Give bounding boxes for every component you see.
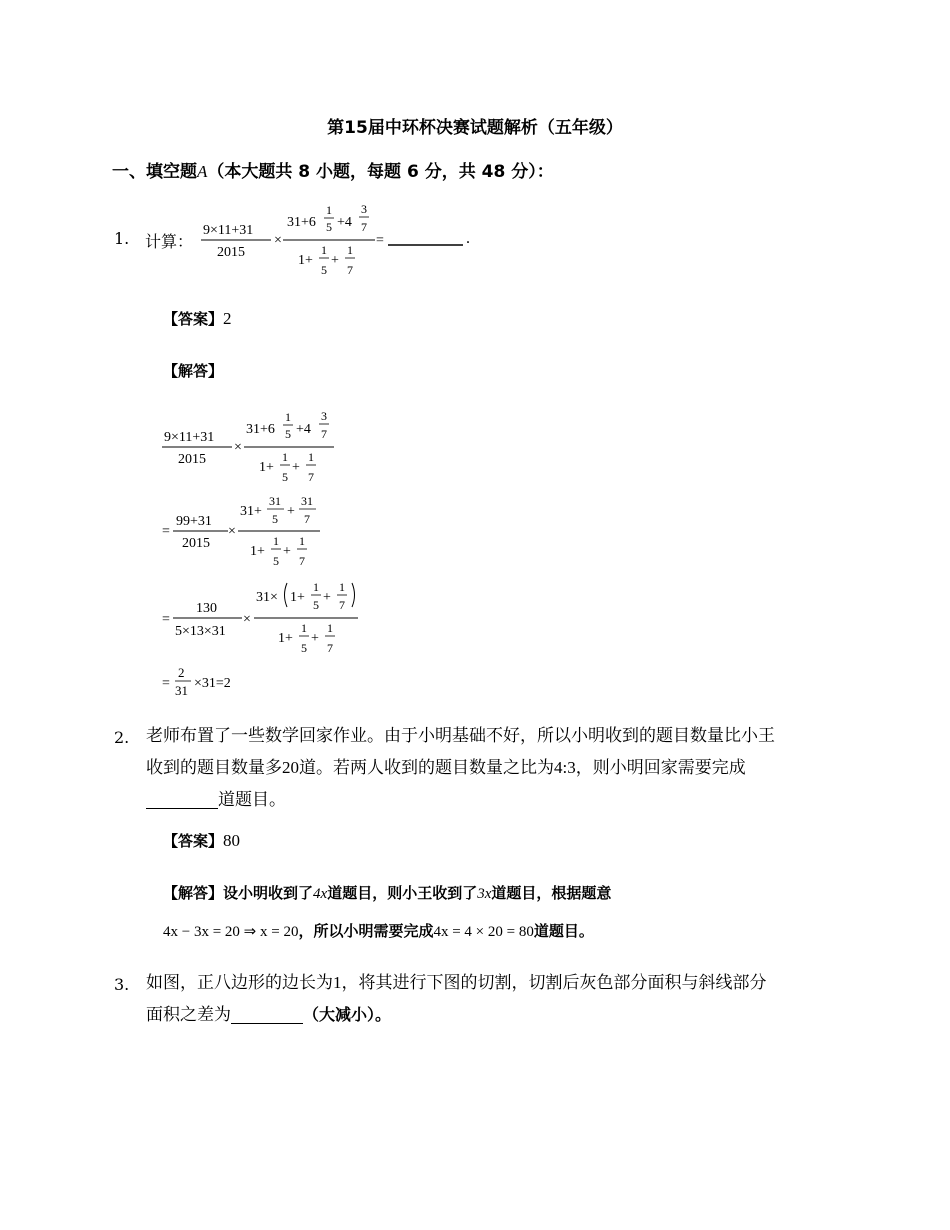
q3-line1-num: 1 xyxy=(333,973,342,992)
svg-text:31+: 31+ xyxy=(240,504,262,519)
svg-text:5: 5 xyxy=(313,598,319,612)
section-var: A xyxy=(197,162,208,181)
svg-text:99+31: 99+31 xyxy=(176,514,212,529)
svg-text:1: 1 xyxy=(347,243,353,257)
svg-text:5: 5 xyxy=(285,427,291,441)
svg-text:3: 3 xyxy=(361,202,367,216)
q2-solution-label: 【解答】 xyxy=(163,884,224,902)
svg-text:1: 1 xyxy=(321,243,327,257)
section-heading xyxy=(112,157,554,182)
q3-answer-blank xyxy=(231,1005,303,1024)
svg-text:31+6: 31+6 xyxy=(287,215,316,230)
svg-text:1+: 1+ xyxy=(290,590,305,605)
svg-text:1+: 1+ xyxy=(250,544,265,559)
svg-text:+: + xyxy=(292,460,300,475)
svg-text:1+: 1+ xyxy=(278,631,293,646)
q2-answer-label: 【答案】 xyxy=(163,832,224,850)
svg-text:7: 7 xyxy=(299,554,305,568)
svg-text:=: = xyxy=(162,612,170,627)
svg-text:1: 1 xyxy=(285,410,291,424)
q2-sol1-a: 设小明收到了 xyxy=(223,884,314,902)
svg-text:+: + xyxy=(311,631,319,646)
svg-text:2: 2 xyxy=(178,665,185,680)
section-prefix: 一、填空题 xyxy=(112,162,197,182)
svg-text:2015: 2015 xyxy=(182,536,210,551)
q3-line2-a: 面积之差为 xyxy=(146,1005,231,1025)
svg-text:31×: 31× xyxy=(256,590,278,605)
q1-answer-value: 2 xyxy=(223,309,232,328)
q2-sol1-b: 道题目，则小王收到了 xyxy=(327,884,478,902)
q2-solution-line2 xyxy=(163,920,594,941)
svg-text:7: 7 xyxy=(347,263,353,277)
q3-line1-a: 如图，正八边形的边长为 xyxy=(146,973,333,993)
svg-text:31: 31 xyxy=(175,683,188,695)
svg-text:1+: 1+ xyxy=(259,460,274,475)
svg-text:130: 130 xyxy=(196,601,217,616)
q1-solution-label: 【解答】 xyxy=(163,362,224,380)
q2-sol1-c: 道题目，根据题意 xyxy=(491,884,612,902)
q3-line1 xyxy=(146,967,846,999)
svg-text:9×11+31: 9×11+31 xyxy=(164,430,215,445)
q2-line2-a: 收到的题目数量多 xyxy=(146,758,282,778)
svg-text:=: = xyxy=(376,233,384,248)
svg-text:7: 7 xyxy=(321,427,327,441)
svg-text:2015: 2015 xyxy=(178,452,206,467)
q1-prompt: 计算： xyxy=(145,232,194,251)
q2-line1: 老师布置了一些数学回家作业。由于小明基础不好，所以小明收到的题目数量比小王 xyxy=(146,726,775,746)
q2-number: 2. xyxy=(114,728,130,747)
svg-text:×: × xyxy=(228,524,236,539)
q2-line3-text: 道题目。 xyxy=(218,790,286,810)
svg-text:7: 7 xyxy=(308,470,314,484)
q3-number: 3. xyxy=(114,975,130,994)
q1-expression xyxy=(195,196,485,286)
svg-text:7: 7 xyxy=(361,220,367,234)
q3-text xyxy=(146,967,846,1031)
q2-answer-value: 80 xyxy=(223,831,241,850)
q2-line2-b: 道。若两人收到的题目数量之比为 xyxy=(299,758,554,778)
svg-text:1: 1 xyxy=(308,450,314,464)
q2-line2-num: 20 xyxy=(282,758,299,777)
q2-sol1-x1: 4x xyxy=(313,886,328,902)
svg-text:1+: 1+ xyxy=(298,253,313,268)
svg-text:2015: 2015 xyxy=(217,245,245,260)
q2-line3 xyxy=(146,784,846,816)
q1-answer xyxy=(163,308,232,329)
svg-text:+4: +4 xyxy=(296,422,311,437)
svg-text:7: 7 xyxy=(327,641,333,655)
q2-sol2-a: ，所以小明需要完成 xyxy=(298,922,434,940)
svg-text:5: 5 xyxy=(272,512,278,526)
q1-answer-label: 【答案】 xyxy=(163,310,224,328)
svg-text:7: 7 xyxy=(304,512,310,526)
svg-text:+: + xyxy=(283,544,291,559)
svg-text:9×11+31: 9×11+31 xyxy=(203,223,254,238)
q3-line2-b: （大减小）。 xyxy=(303,1005,392,1024)
svg-text:1: 1 xyxy=(299,534,305,548)
svg-text:×31=2: ×31=2 xyxy=(194,676,231,691)
svg-text:1: 1 xyxy=(273,534,279,548)
svg-text:5: 5 xyxy=(321,263,327,277)
svg-text:1: 1 xyxy=(326,203,332,217)
svg-text:7: 7 xyxy=(339,598,345,612)
svg-text:3: 3 xyxy=(321,409,327,423)
svg-text:+: + xyxy=(287,504,295,519)
svg-text:×: × xyxy=(243,612,251,627)
q2-sol1-x2: 3x xyxy=(477,886,492,902)
q2-answer xyxy=(163,830,240,851)
svg-text:+: + xyxy=(331,253,339,268)
svg-text:31+6: 31+6 xyxy=(246,422,275,437)
svg-text:5: 5 xyxy=(326,220,332,234)
svg-text:×: × xyxy=(234,440,242,455)
q2-line2-c: ，则小明回家需要完成 xyxy=(575,758,746,778)
svg-text:+4: +4 xyxy=(337,215,352,230)
q2-line2-ratio: 4:3 xyxy=(554,758,576,777)
svg-text:+: + xyxy=(323,590,331,605)
svg-text:5: 5 xyxy=(301,641,307,655)
svg-text:1: 1 xyxy=(339,580,345,594)
q3-line1-b: ，将其进行下图的切割，切割后灰色部分面积与斜线部分 xyxy=(341,973,767,993)
svg-text:1: 1 xyxy=(327,621,333,635)
q2-line2 xyxy=(146,752,846,784)
svg-text:31: 31 xyxy=(301,494,313,508)
q1-period: . xyxy=(466,230,470,247)
q3-line2 xyxy=(146,999,846,1031)
q2-sol2-eq: 4x − 3x = 20 ⇒ x = 20 xyxy=(163,924,299,940)
svg-text:=: = xyxy=(162,524,170,539)
svg-text:5×13×31: 5×13×31 xyxy=(175,624,226,639)
svg-text:1: 1 xyxy=(313,580,319,594)
q2-sol2-b: 道题目。 xyxy=(533,922,594,940)
svg-text:5: 5 xyxy=(282,470,288,484)
page-title: 第15届中环杯决赛试题解析（五年级） xyxy=(327,118,623,138)
q1-number: 1. xyxy=(114,229,130,248)
svg-text:1: 1 xyxy=(301,621,307,635)
q2-sol2-eq2: 4x = 4 × 20 = 80 xyxy=(433,924,534,940)
q2-text xyxy=(146,720,846,816)
svg-text:=: = xyxy=(162,676,170,691)
q2-answer-blank xyxy=(146,790,218,809)
section-suffix: （本大题共 8 小题，每题 6 分，共 48 分）： xyxy=(207,162,554,182)
svg-text:31: 31 xyxy=(269,494,281,508)
svg-text:1: 1 xyxy=(282,450,288,464)
q2-solution-line1 xyxy=(163,882,611,903)
svg-text:×: × xyxy=(274,233,282,248)
svg-text:5: 5 xyxy=(273,554,279,568)
q1-solution-steps xyxy=(160,405,390,695)
